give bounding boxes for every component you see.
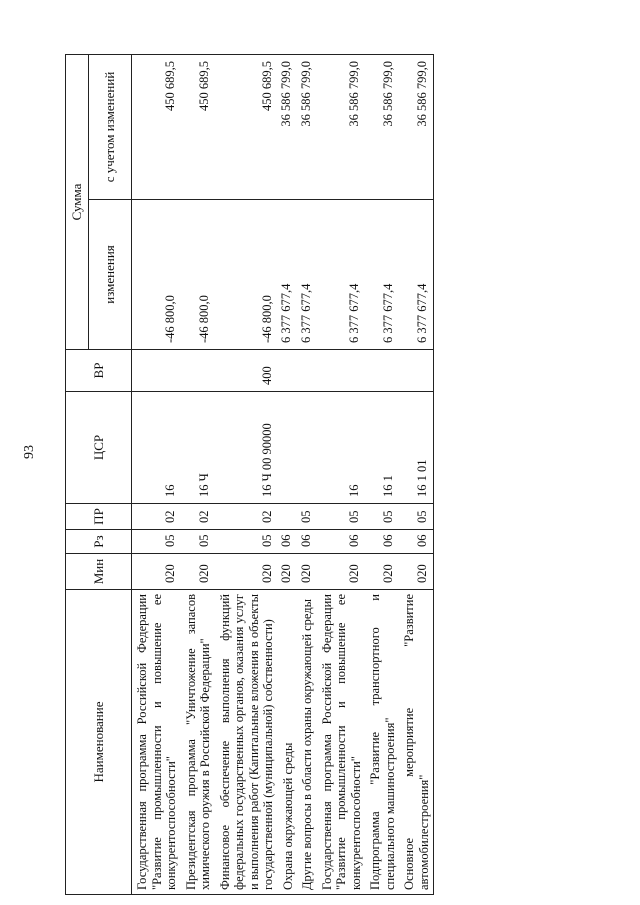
row-min: 020 — [297, 554, 317, 590]
row-rz: 06 — [278, 530, 298, 554]
header-csr: ЦСР — [66, 392, 132, 504]
row-pr: 05 — [317, 504, 366, 530]
row-total: 450 689,5 — [215, 55, 278, 200]
row-rz: 05 — [181, 530, 215, 554]
table-sheet — [65, 55, 575, 895]
row-csr: 16 — [132, 392, 181, 504]
header-change: изменения — [89, 200, 132, 350]
row-rz: 06 — [399, 530, 434, 554]
row-pr: 05 — [399, 504, 434, 530]
row-change: -46 800,0 — [132, 200, 181, 350]
row-change: 6 377 677,4 — [317, 200, 366, 350]
header-sum: Сумма — [66, 55, 89, 350]
table-row — [181, 55, 215, 895]
row-name: Президентская программа "Уничтожение запасов химического оружия в Российской Федерации" — [181, 590, 215, 895]
row-total: 36 586 799,0 — [365, 55, 399, 200]
row-rz: 05 — [132, 530, 181, 554]
header-min: Мин — [66, 554, 132, 590]
table-row — [215, 55, 278, 895]
row-min: 020 — [215, 554, 278, 590]
row-csr — [278, 392, 298, 504]
row-change: 6 377 677,4 — [365, 200, 399, 350]
row-csr: 16 Ч 00 90000 — [215, 392, 278, 504]
row-vr — [297, 350, 317, 392]
row-pr: 02 — [181, 504, 215, 530]
row-vr — [365, 350, 399, 392]
table-row — [399, 55, 434, 895]
header-with-changes: с учетом изменений — [89, 55, 132, 200]
table-row — [132, 55, 181, 895]
row-pr: 02 — [132, 504, 181, 530]
row-min: 020 — [365, 554, 399, 590]
row-rz: 05 — [215, 530, 278, 554]
row-name: Государственная программа Российской Федерации "Развитие промышленности и повышение ее конкурентоспособности" — [317, 590, 366, 895]
row-vr — [132, 350, 181, 392]
row-total: 450 689,5 — [132, 55, 181, 200]
row-name: Финансовое обеспечение выполнения функций федеральных государственных органов, оказания услуг и выполнения работ (Капитальные вложения в объекты государственной (муниципальной) собственности) — [215, 590, 278, 895]
row-pr: 05 — [365, 504, 399, 530]
row-name: Подпрограмма "Развитие транспортного и специального машиностроения" — [365, 590, 399, 895]
budget-table — [65, 54, 434, 895]
row-min: 020 — [317, 554, 366, 590]
row-total: 36 586 799,0 — [399, 55, 434, 200]
row-total: 36 586 799,0 — [278, 55, 298, 200]
table-row — [278, 55, 298, 895]
table-body — [132, 55, 434, 895]
row-rz: 06 — [297, 530, 317, 554]
table-row — [365, 55, 399, 895]
row-total: 36 586 799,0 — [297, 55, 317, 200]
row-csr: 16 1 — [365, 392, 399, 504]
row-total: 450 689,5 — [181, 55, 215, 200]
row-total: 36 586 799,0 — [317, 55, 366, 200]
row-change: -46 800,0 — [215, 200, 278, 350]
row-name: Государственная программа Российской Федерации "Развитие промышленности и повышение ее конкурентоспособности" — [132, 590, 181, 895]
row-pr: 05 — [297, 504, 317, 530]
row-change: 6 377 677,4 — [297, 200, 317, 350]
row-vr: 400 — [215, 350, 278, 392]
row-rz: 06 — [365, 530, 399, 554]
header-vr: ВР — [66, 350, 132, 392]
row-vr — [278, 350, 298, 392]
header-pr: ПР — [66, 504, 132, 530]
table-row — [297, 55, 317, 895]
row-name: Другие вопросы в области охраны окружающей среды — [297, 590, 317, 895]
row-rz: 06 — [317, 530, 366, 554]
row-min: 020 — [278, 554, 298, 590]
header-name: Наименование — [66, 590, 132, 895]
row-pr: 02 — [215, 504, 278, 530]
rotated-table-frame — [65, 55, 575, 895]
row-min: 020 — [399, 554, 434, 590]
row-min: 020 — [181, 554, 215, 590]
row-csr: 16 — [317, 392, 366, 504]
page-number: 93 — [22, 445, 37, 459]
row-change: 6 377 677,4 — [399, 200, 434, 350]
row-csr: 16 Ч — [181, 392, 215, 504]
table-row — [317, 55, 366, 895]
row-name: Охрана окружающей среды — [278, 590, 298, 895]
row-change: 6 377 677,4 — [278, 200, 298, 350]
row-change: -46 800,0 — [181, 200, 215, 350]
row-vr — [399, 350, 434, 392]
row-vr — [317, 350, 366, 392]
row-csr — [297, 392, 317, 504]
header-rz: Рз — [66, 530, 132, 554]
row-vr — [181, 350, 215, 392]
row-pr — [278, 504, 298, 530]
row-name: Основное мероприятие "Развитие автомобилестроения" — [399, 590, 434, 895]
header-row-1 — [66, 55, 89, 895]
row-min: 020 — [132, 554, 181, 590]
row-csr: 16 1 01 — [399, 392, 434, 504]
